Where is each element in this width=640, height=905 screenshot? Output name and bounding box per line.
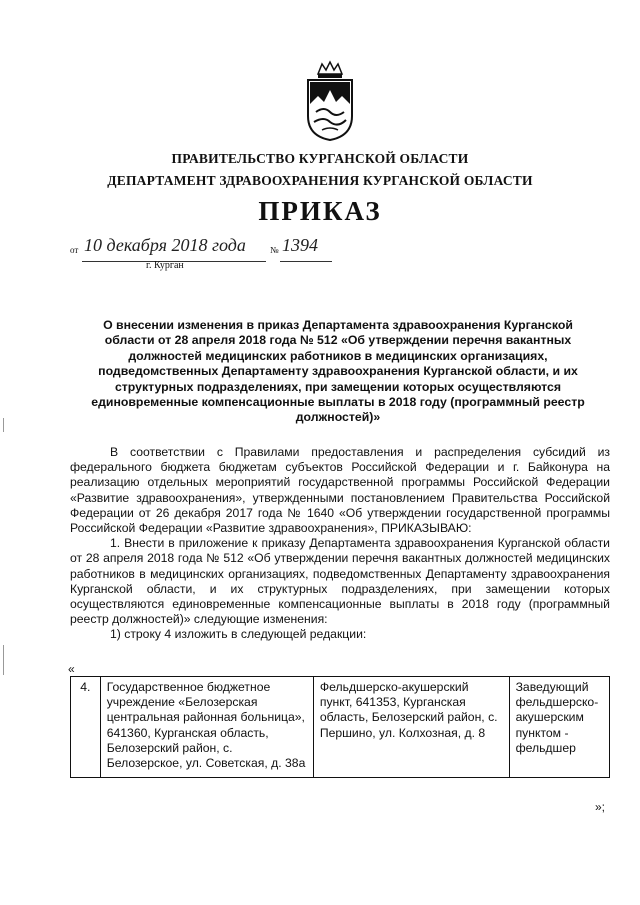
row-number: 4. [71, 677, 101, 778]
preamble-paragraph: В соответствии с Правилами предоставления и распределения субсидий из федерального бюджета бюджетам субъектов Российской Федерации и г. Байконура на реализацию отдельных мероприятий государственной программы Российской Федерации «Развитие здравоохранения», утвержденными постановлением Правительства Российской Федерации от 26 декабря 2017 года № 1640 «Об утверждении государственной программы Российской Федерации «Развитие здравоохранения», ПРИКАЗЫВАЮ: [70, 445, 610, 536]
subdivision-cell: Фельдшерско-акушерский пункт, 641353, Курганская область, Белозерский район, с. Першино, ул. Колхозная, д. 8 [313, 677, 509, 778]
organization-cell: Государственное бюджетное учреждение «Белозерская центральная районная больница», 641360, Курганская область, Белозерский район, с. Белозерское, ул. Советская, д. 38а [100, 677, 313, 778]
coat-of-arms-emblem [302, 60, 358, 142]
order-body [70, 445, 610, 643]
item-1-paragraph: 1. Внести в приложение к приказу Департамента здравоохранения Курганской области от 28 апреля 2018 года № 512 «Об утверждении перечня вакантных должностей медицинских работников в медицинских организациях, подведомственных Департаменту здравоохранения Курганской области, и их структурных подразделениях, при замещении которых осуществляются единовременные компенсационные выплаты в 2018 году (программный реестр должностей)» следующие изменения: [70, 536, 610, 627]
subitem-1-paragraph: 1) строку 4 изложить в следующей редакции: [110, 627, 367, 642]
closing-quote: »; [595, 800, 606, 814]
document-type-title: ПРИКАЗ [258, 196, 382, 226]
scan-margin-mark [3, 418, 4, 432]
department-name: ДЕПАРТАМЕНТ ЗДРАВООХРАНЕНИЯ КУРГАНСКОЙ ОБЛАСТИ [107, 173, 533, 188]
table-row [71, 677, 610, 778]
opening-quote: « [68, 662, 75, 676]
government-name: ПРАВИТЕЛЬСТВО КУРГАНСКОЙ ОБЛАСТИ [171, 151, 469, 166]
scan-margin-mark [3, 645, 4, 675]
number-label: № [270, 245, 279, 255]
city-label: г. Курган [146, 260, 184, 271]
handwritten-date: 10 декабря 2018 года [84, 235, 246, 255]
registry-row-table [70, 676, 610, 778]
from-label: от [70, 245, 79, 255]
handwritten-number: 1394 [282, 235, 318, 255]
position-cell: Заведующий фельдшерско-акушерским пунктом - фельдшер [509, 677, 609, 778]
order-heading: О внесении изменения в приказ Департамента здравоохранения Курганской области от 28 апреля 2018 года № 512 «Об утверждении перечня вакантных должностей медицинских работников в медицинских организациях, подведомственных Департаменту здравоохранения Курганской области, и их структурных подразделениях, при замещении которых осуществляются единовременные компенсационные выплаты в 2018 году (программный реестр должностей)» [91, 318, 585, 425]
crown-icon [318, 62, 342, 74]
